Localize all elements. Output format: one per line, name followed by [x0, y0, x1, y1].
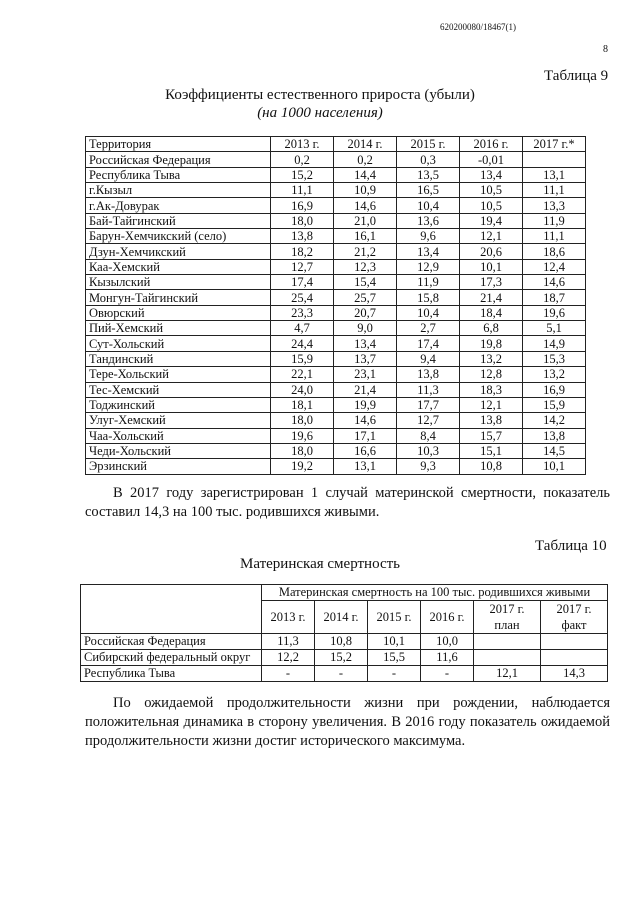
table9-col-2014: 2014 г. — [334, 137, 397, 152]
region-cell: Республика Тыва — [81, 666, 262, 682]
value-cell: 15,5 — [368, 650, 421, 666]
table10-col-2017-fact-year: 2017 г. — [556, 602, 592, 616]
value-cell — [474, 650, 541, 666]
table10-label: Таблица 10 — [535, 538, 607, 554]
paragraph-maternal-mortality: В 2017 году зарегистрирован 1 случай материнской смертности, показатель составил 14,3 на 100 тыс. родившихся живыми. — [85, 485, 610, 520]
region-cell: Сибирский федеральный округ — [81, 650, 262, 666]
value-cell: 15,2 — [315, 650, 368, 666]
value-cell: 14,6 — [334, 198, 397, 213]
table9-col-2016: 2016 г. — [460, 137, 523, 152]
territory-cell: Тоджинский — [86, 397, 271, 412]
table9-header-row — [86, 137, 586, 152]
value-cell: 13,6 — [397, 213, 460, 228]
value-cell: 10,1 — [368, 634, 421, 650]
value-cell: 16,5 — [397, 183, 460, 198]
value-cell: 11,9 — [397, 275, 460, 290]
value-cell: 14,6 — [334, 413, 397, 428]
table10-col-2017-plan — [474, 601, 541, 634]
value-cell — [541, 650, 608, 666]
value-cell: 10,5 — [460, 183, 523, 198]
territory-cell: Эрзинский — [86, 459, 271, 474]
table-row — [86, 336, 586, 351]
value-cell: 24,0 — [271, 382, 334, 397]
value-cell: 12,7 — [397, 413, 460, 428]
value-cell: 12,3 — [334, 259, 397, 274]
table-row — [86, 167, 586, 182]
value-cell: 23,1 — [334, 367, 397, 382]
table10-col-2017-plan-year: 2017 г. — [489, 602, 525, 616]
value-cell: 13,5 — [397, 167, 460, 182]
value-cell: 25,7 — [334, 290, 397, 305]
territory-cell: Барун-Хемчикский (село) — [86, 229, 271, 244]
value-cell: 10,0 — [421, 634, 474, 650]
value-cell — [541, 634, 608, 650]
value-cell: 13,8 — [271, 229, 334, 244]
value-cell: 2,7 — [397, 321, 460, 336]
value-cell: 10,8 — [315, 634, 368, 650]
value-cell: 18,0 — [271, 413, 334, 428]
table-row — [86, 305, 586, 320]
territory-cell: Каа-Хемский — [86, 259, 271, 274]
value-cell: 12,1 — [460, 397, 523, 412]
table-row — [86, 213, 586, 228]
value-cell: 17,4 — [271, 275, 334, 290]
value-cell: 22,1 — [271, 367, 334, 382]
table-row — [86, 183, 586, 198]
territory-cell: Кызылский — [86, 275, 271, 290]
table9-col-2013: 2013 г. — [271, 137, 334, 152]
table10-col-2013: 2013 г. — [262, 601, 315, 634]
value-cell: - — [315, 666, 368, 682]
value-cell: 11,3 — [397, 382, 460, 397]
value-cell: 8,4 — [397, 428, 460, 443]
territory-cell: Бай-Тайгинский — [86, 213, 271, 228]
table10-col-2015: 2015 г. — [368, 601, 421, 634]
territory-cell: Пий-Хемский — [86, 321, 271, 336]
value-cell: 14,2 — [523, 413, 586, 428]
territory-cell: Тере-Хольский — [86, 367, 271, 382]
table10-col-2017-fact-label: факт — [561, 618, 587, 632]
value-cell: 13,2 — [460, 351, 523, 366]
table9-col-2017: 2017 г.* — [523, 137, 586, 152]
value-cell: 16,1 — [334, 229, 397, 244]
value-cell: 11,1 — [523, 229, 586, 244]
value-cell: - — [262, 666, 315, 682]
value-cell: 13,4 — [460, 167, 523, 182]
value-cell: 6,8 — [460, 321, 523, 336]
value-cell: 12,1 — [474, 666, 541, 682]
value-cell: 13,2 — [523, 367, 586, 382]
value-cell: 17,4 — [397, 336, 460, 351]
territory-cell: Улуг-Хемский — [86, 413, 271, 428]
territory-cell: Чеди-Хольский — [86, 443, 271, 458]
value-cell: 20,7 — [334, 305, 397, 320]
value-cell — [523, 152, 586, 167]
table-row — [86, 367, 586, 382]
value-cell: - — [421, 666, 474, 682]
table-row — [86, 290, 586, 305]
value-cell: 18,3 — [460, 382, 523, 397]
value-cell: 13,3 — [523, 198, 586, 213]
territory-cell: г.Кызыл — [86, 183, 271, 198]
table10-title: Материнская смертность — [239, 556, 401, 572]
value-cell: 18,1 — [271, 397, 334, 412]
table-row — [86, 459, 586, 474]
table9-title: Коэффициенты естественного прироста (убыли) — [165, 87, 475, 103]
value-cell: 12,1 — [460, 229, 523, 244]
value-cell: 15,9 — [523, 397, 586, 412]
value-cell: 19,6 — [523, 305, 586, 320]
value-cell: 21,2 — [334, 244, 397, 259]
table-row — [86, 275, 586, 290]
region-cell: Российская Федерация — [81, 634, 262, 650]
table-row — [81, 666, 608, 682]
table9-col-territory: Территория — [86, 137, 271, 152]
table-row — [86, 351, 586, 366]
value-cell: 24,4 — [271, 336, 334, 351]
value-cell: 11,3 — [262, 634, 315, 650]
value-cell: 20,6 — [460, 244, 523, 259]
value-cell: 18,0 — [271, 213, 334, 228]
table-row — [86, 259, 586, 274]
value-cell: 11,6 — [421, 650, 474, 666]
value-cell: 11,1 — [523, 183, 586, 198]
value-cell: -0,01 — [460, 152, 523, 167]
territory-cell: Овюрский — [86, 305, 271, 320]
paragraph-life-expectancy: По ожидаемой продолжительности жизни при рождении, наблюдается положительная динамика в сторону увеличения. В 2016 году показатель ожидаемой продолжительности жизни достиг исторического максимума. — [85, 695, 610, 749]
value-cell: 14,5 — [523, 443, 586, 458]
value-cell: 11,1 — [271, 183, 334, 198]
value-cell: 9,3 — [397, 459, 460, 474]
value-cell: 10,4 — [397, 305, 460, 320]
value-cell: 0,3 — [397, 152, 460, 167]
value-cell: 17,3 — [460, 275, 523, 290]
value-cell: 15,8 — [397, 290, 460, 305]
value-cell: 9,0 — [334, 321, 397, 336]
value-cell: 12,7 — [271, 259, 334, 274]
value-cell: 19,8 — [460, 336, 523, 351]
value-cell: 23,3 — [271, 305, 334, 320]
value-cell: 10,5 — [460, 198, 523, 213]
value-cell: 18,0 — [271, 443, 334, 458]
value-cell: 11,9 — [523, 213, 586, 228]
territory-cell: Российская Федерация — [86, 152, 271, 167]
territory-cell: г.Ак-Довурак — [86, 198, 271, 213]
table10-corner-cell — [81, 585, 262, 634]
table10-col-2017-fact — [541, 601, 608, 634]
table10 — [80, 584, 608, 682]
table-row — [86, 428, 586, 443]
value-cell: 19,9 — [334, 397, 397, 412]
value-cell: 13,8 — [397, 367, 460, 382]
value-cell: 10,8 — [460, 459, 523, 474]
territory-cell: Тандинский — [86, 351, 271, 366]
value-cell: 9,4 — [397, 351, 460, 366]
table10-col-2014: 2014 г. — [315, 601, 368, 634]
table-row — [86, 198, 586, 213]
table10-col-2016: 2016 г. — [421, 601, 474, 634]
value-cell: 10,4 — [397, 198, 460, 213]
value-cell: 0,2 — [334, 152, 397, 167]
table-row — [86, 397, 586, 412]
value-cell: 10,3 — [397, 443, 460, 458]
value-cell: 16,9 — [271, 198, 334, 213]
value-cell: 14,4 — [334, 167, 397, 182]
table10-header-row-1 — [81, 585, 608, 601]
table-row — [86, 244, 586, 259]
table10-col-2017-plan-label: план — [494, 618, 520, 632]
table9 — [85, 136, 586, 475]
value-cell: 13,4 — [397, 244, 460, 259]
value-cell: 19,6 — [271, 428, 334, 443]
table-row — [86, 382, 586, 397]
value-cell: 15,2 — [271, 167, 334, 182]
territory-cell: Дзун-Хемчикский — [86, 244, 271, 259]
territory-cell: Сут-Хольский — [86, 336, 271, 351]
value-cell: 4,7 — [271, 321, 334, 336]
value-cell: 5,1 — [523, 321, 586, 336]
value-cell: 18,4 — [460, 305, 523, 320]
value-cell: 17,1 — [334, 428, 397, 443]
table9-subtitle: (на 1000 населения) — [257, 105, 383, 121]
table-row — [81, 650, 608, 666]
value-cell: 13,7 — [334, 351, 397, 366]
table-row — [86, 443, 586, 458]
value-cell: 14,9 — [523, 336, 586, 351]
table-row — [86, 229, 586, 244]
value-cell: 10,1 — [460, 259, 523, 274]
value-cell: 10,9 — [334, 183, 397, 198]
value-cell: 18,6 — [523, 244, 586, 259]
territory-cell: Чаа-Хольский — [86, 428, 271, 443]
value-cell: 19,4 — [460, 213, 523, 228]
value-cell: 12,2 — [262, 650, 315, 666]
table9-title-block — [0, 86, 640, 122]
value-cell: 12,4 — [523, 259, 586, 274]
table10-group-header: Материнская смертность на 100 тыс. родившихся живыми — [262, 585, 608, 601]
value-cell: - — [368, 666, 421, 682]
table9-label: Таблица 9 — [544, 68, 609, 84]
value-cell: 15,9 — [271, 351, 334, 366]
value-cell: 13,4 — [334, 336, 397, 351]
table9-col-2015: 2015 г. — [397, 137, 460, 152]
value-cell: 18,7 — [523, 290, 586, 305]
territory-cell: Республика Тыва — [86, 167, 271, 182]
value-cell: 13,8 — [523, 428, 586, 443]
value-cell: 15,1 — [460, 443, 523, 458]
territory-cell: Тес-Хемский — [86, 382, 271, 397]
value-cell: 10,1 — [523, 459, 586, 474]
value-cell: 19,2 — [271, 459, 334, 474]
value-cell: 15,4 — [334, 275, 397, 290]
value-cell: 21,4 — [460, 290, 523, 305]
value-cell: 12,8 — [460, 367, 523, 382]
value-cell: 16,9 — [523, 382, 586, 397]
document-id: 620200080/18467(1) — [440, 22, 516, 32]
value-cell: 17,7 — [397, 397, 460, 412]
table-row — [86, 413, 586, 428]
value-cell: 16,6 — [334, 443, 397, 458]
territory-cell: Монгун-Тайгинский — [86, 290, 271, 305]
value-cell: 21,0 — [334, 213, 397, 228]
value-cell: 13,8 — [460, 413, 523, 428]
value-cell: 14,3 — [541, 666, 608, 682]
value-cell: 15,3 — [523, 351, 586, 366]
value-cell: 14,6 — [523, 275, 586, 290]
value-cell: 18,2 — [271, 244, 334, 259]
value-cell: 13,1 — [523, 167, 586, 182]
value-cell: 9,6 — [397, 229, 460, 244]
value-cell — [474, 634, 541, 650]
value-cell: 15,7 — [460, 428, 523, 443]
value-cell: 21,4 — [334, 382, 397, 397]
value-cell: 0,2 — [271, 152, 334, 167]
table-row — [86, 152, 586, 167]
value-cell: 12,9 — [397, 259, 460, 274]
page-number: 8 — [603, 44, 608, 55]
table-row — [81, 634, 608, 650]
value-cell: 13,1 — [334, 459, 397, 474]
table-row — [86, 321, 586, 336]
value-cell: 25,4 — [271, 290, 334, 305]
